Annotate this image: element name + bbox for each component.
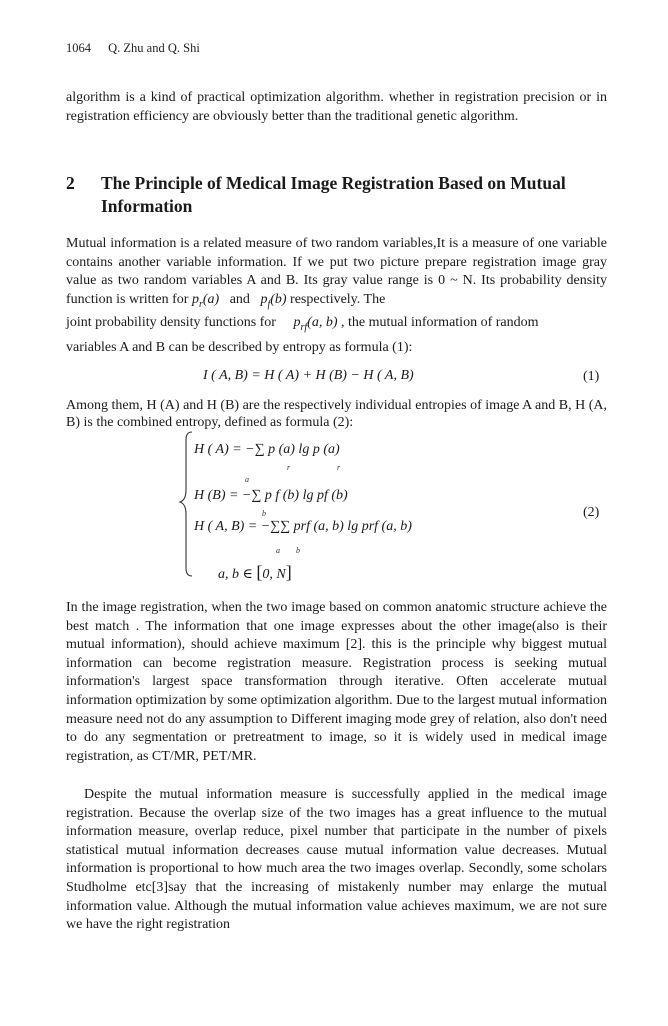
- page-number: 1064: [66, 41, 91, 55]
- formula-2-line1-sum-index: a: [245, 475, 249, 484]
- formula-2-line1: H ( A) = −∑ p (a) lg p (a): [194, 442, 340, 457]
- joint-density-line: [66, 314, 607, 337]
- joint-tail: , the mutual information of random: [340, 315, 539, 330]
- prob-density-pr: $p_r(a)$: [191, 291, 220, 310]
- author-names: Q. Zhu and Q. Shi: [108, 41, 200, 55]
- joint-text: joint probability density functions for: [66, 315, 276, 330]
- formula-2-line1-sub-b: r: [337, 463, 341, 472]
- formula-2-line4: a, b ∈ [0, N]: [218, 562, 292, 582]
- entropy-paragraph: Among them, H (A) and H (B) are the respectively individual entropies of image A and B, H (A, B) is the combined entropy, defined as formula (2):: [66, 398, 607, 430]
- formula-2-line2: H (B) = −∑ p f (b) lg pf (b): [194, 488, 348, 503]
- section-number: 2: [66, 173, 75, 193]
- entropy-intro-line: variables A and B can be described by entropy as formula (1):: [66, 340, 413, 355]
- formula-1: I ( A, B) = H ( A) + H (B) − H ( A, B): [203, 368, 414, 383]
- formula-1-number: (1): [583, 369, 600, 384]
- respectively-text: respectively. The: [290, 291, 386, 307]
- overlap-paragraph: Despite the mutual information measure is successfully applied in the medical image registration. Because the overlap size of the two images has a great influence to the mutual information measure, overlap reduce, pixel number that participate in the number of pixels statistical mutual information decreases cause mutual information value decreases. Mutual information is proportional to how much area the two images overlap. Secondly, some scholars Studholme etc[3]say that the increasing of mistakenly number may enlarge the mutual information value. Although the mutual information value achieves maximum, we are not sure we have the right registration: [66, 787, 607, 933]
- running-head: [66, 41, 200, 56]
- joint-prob-prf: $p_{rf}(a$, b): [293, 315, 338, 333]
- formula-2-line3-sum-index-a: a: [276, 546, 280, 555]
- formula-2-line1-sub-a: r: [287, 463, 291, 472]
- formula-2-number: (2): [583, 505, 600, 520]
- formula-2-domain-var: a, b ∈: [218, 567, 253, 582]
- formula-2-interval: 0, N: [262, 567, 286, 582]
- formula-2-line2-sum-index: b: [262, 509, 266, 518]
- formula-2-line3-sum-index-b: b: [296, 546, 300, 555]
- section-heading: [66, 172, 607, 218]
- section-title: The Principle of Medical Image Registration Based on Mutual Information: [101, 173, 566, 216]
- and-word: and: [229, 291, 250, 307]
- para1-text: Mutual information is a related measure of two random variables,It is a measure of one variable contains another variable information. If we put two picture prepare registration image gray value as two random variables A and B. Its gray value range is 0 ~ N. Its probability density function is written for: [66, 236, 607, 307]
- formula-2-line3: H ( A, B) = −∑∑ prf (a, b) lg prf (a, b): [194, 519, 412, 534]
- intro-paragraph: algorithm is a kind of practical optimization algorithm. whether in registration precision or in registration efficiency are obviously better than the traditional genetic algorithm.: [66, 90, 607, 124]
- prob-density-pf: $p_f(b)$: [260, 291, 287, 310]
- mutual-info-paragraph: [66, 235, 607, 314]
- registration-paragraph: In the image registration, when the two image based on common anatomic structure achieve the best match . The information that one image expresses about the other image(also is their mutual information), should achieve maximum [2]. this is the principle why biggest mutual information can become registration measure. Registration process is seeking mutual information's largest space transformation through iterative. Often accelerate mutual information optimization by some optimization algorithm. Due to the largest mutual information measure need not do any assumption to Different imaging mode grey of relation, also don't need to do any segmentation or pretreatment to image, so it is widely used in medical image registration, as CT/MR, PET/MR.: [66, 600, 607, 764]
